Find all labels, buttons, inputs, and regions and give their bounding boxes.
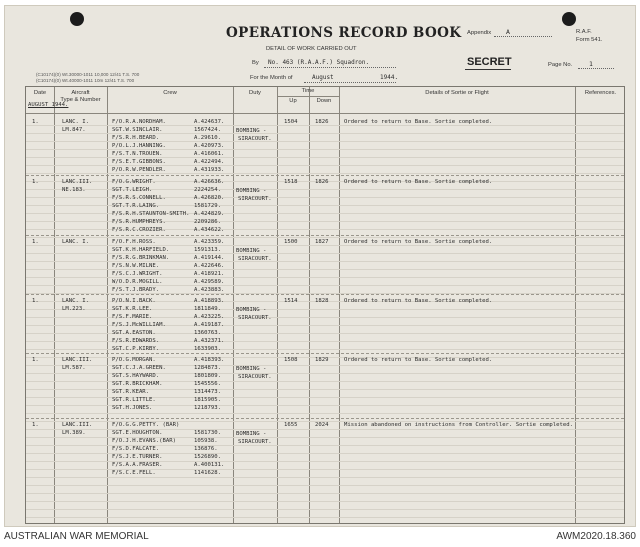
sortie-date: 1. <box>32 239 39 245</box>
duty-target: SIRACOURT. <box>238 136 272 142</box>
crew-member-name: SGT.R.KEAR. <box>112 389 150 395</box>
time-down: 2024 <box>315 422 329 428</box>
sortie-details: Ordered to return to Base. Sortie completed. <box>344 357 493 363</box>
duty-type: BOMBING - <box>236 366 267 372</box>
crew-member-name: SGT.W.SINCLAIR. <box>112 127 163 133</box>
sortie-details: Mission abandoned on instructions from Controller. Sortie completed. <box>344 422 574 428</box>
crew-member-name: P/O.R.W.PENDLER. <box>112 167 166 173</box>
col-details: Details of Sortie or Flight <box>425 90 489 96</box>
duty-target: SIRACOURT. <box>238 196 272 202</box>
duty-type: BOMBING - <box>236 128 267 134</box>
ruled-line <box>26 237 624 238</box>
sortie-date: 1. <box>32 298 39 304</box>
crew-member-name: F/O.G.G.PETTY. (BAR) <box>112 422 180 428</box>
crew-member-number: A.416061. <box>194 151 225 157</box>
aircraft-serial: NE.183. <box>62 187 86 193</box>
crew-member-name: SGT.T.R.LAING. <box>112 203 160 209</box>
crew-member-name: P/O.L.J.HANNING. <box>112 143 166 149</box>
duty-type: BOMBING - <box>236 307 267 313</box>
crew-member-number: A.426820. <box>194 195 225 201</box>
crew-member-name: F/S.E.T.GIBBONS. <box>112 159 166 165</box>
duty-type: BOMBING - <box>236 188 267 194</box>
crew-member-name: F/S.R.C.CROZIER. <box>112 227 166 233</box>
footer-accession: AWM2020.18.360 <box>556 531 636 542</box>
ruled-line <box>26 133 624 134</box>
ruled-line <box>26 149 624 150</box>
ruled-line <box>26 173 624 174</box>
duty-target: SIRACOURT. <box>238 439 272 445</box>
crew-member-number: A.29610. <box>194 135 221 141</box>
ruled-line <box>26 269 624 270</box>
aircraft-type: LANC. I. <box>62 298 89 304</box>
form-number: Form 541. <box>576 37 603 43</box>
ruled-line <box>26 277 624 278</box>
crew-member-number: 1591313. <box>194 247 221 253</box>
appendix-underline <box>494 36 552 37</box>
ruled-line <box>26 285 624 286</box>
crew-member-name: SGT.T.LEIGH. <box>112 187 153 193</box>
crew-member-number: A.429589. <box>194 279 225 285</box>
ruled-line <box>26 509 624 510</box>
crew-member-name: SGT.K.H.HARFIELD. <box>112 247 170 253</box>
aircraft-type: LANC.III. <box>62 422 93 428</box>
time-down: 1826 <box>315 179 329 185</box>
duty-type: BOMBING - <box>236 248 267 254</box>
appendix-value: A <box>506 28 510 36</box>
ruled-line <box>26 125 624 126</box>
crew-member-number: A.419187. <box>194 322 225 328</box>
aircraft-serial: LM.847. <box>62 127 86 133</box>
ruled-line <box>26 485 624 486</box>
time-up: 1500 <box>284 239 298 245</box>
sortie-date: 1. <box>32 422 39 428</box>
crew-member-number: A.424829. <box>194 211 225 217</box>
ruled-line <box>26 157 624 158</box>
printer-line-1: (C10174)(0) Wt.30000-1011 10,000 12/41 T.S. 700 <box>36 72 140 77</box>
time-up: 1655 <box>284 422 298 428</box>
month-entry: AUGUST 1944. <box>28 102 69 108</box>
sortie-separator <box>26 353 624 354</box>
page-underline <box>578 68 614 69</box>
crew-member-number: 2209286. <box>194 219 221 225</box>
crew-member-name: SGT.C.P.KIRBY. <box>112 346 160 352</box>
crew-member-number: A.426636. <box>194 179 225 185</box>
crew-member-number: A.420973. <box>194 143 225 149</box>
crew-member-name: SGT.C.J.A.GREEN. <box>112 365 166 371</box>
crew-member-name: F/O.R.A.NORDHAM. <box>112 119 166 125</box>
crew-member-number: 1218793. <box>194 405 221 411</box>
crew-member-number: 1581729. <box>194 203 221 209</box>
time-down: 1826 <box>315 119 329 125</box>
crew-member-name: SGT.A.EASTON. <box>112 330 156 336</box>
crew-member-number: A.423225. <box>194 314 225 320</box>
col-up: Up <box>289 98 297 104</box>
crew-member-number: A.434622. <box>194 227 225 233</box>
crew-member-number: 1815905. <box>194 397 221 403</box>
time-down: 1827 <box>315 239 329 245</box>
crew-member-number: 1811849. <box>194 306 221 312</box>
crew-member-name: F/S.R.G.BRINKMAN. <box>112 255 170 261</box>
crew-member-name: F/S.R.S.CONNELL. <box>112 195 166 201</box>
page-value: 1 <box>589 60 593 68</box>
crew-member-number: 136876. <box>194 446 218 452</box>
crew-member-number: A.431933. <box>194 167 225 173</box>
time-up: 1518 <box>284 179 298 185</box>
crew-member-name: P/O.G.MORGAN. <box>112 357 156 363</box>
crew-member-name: F/S.F.MARIE. <box>112 314 153 320</box>
crew-member-name: F/S.D.FALCATE. <box>112 446 160 452</box>
ruled-line <box>26 245 624 246</box>
crew-member-name: F/S.R.H.BEARD. <box>112 135 160 141</box>
sortie-date: 1. <box>32 357 39 363</box>
crew-member-number: A.422494. <box>194 159 225 165</box>
time-up: 1504 <box>284 119 298 125</box>
form-title: OPERATIONS RECORD BOOK <box>226 25 462 41</box>
col-down: Down <box>316 98 332 104</box>
sortie-details: Ordered to return to Base. Sortie completed. <box>344 119 493 125</box>
sortie-separator <box>26 175 624 176</box>
sortie-details: Ordered to return to Base. Sortie completed. <box>344 179 493 185</box>
sortie-details: Ordered to return to Base. Sortie completed. <box>344 298 493 304</box>
crew-member-name: F/S.T.J.BRADY. <box>112 287 160 293</box>
col-crew: Crew <box>163 90 177 96</box>
aircraft-serial: LM.223. <box>62 306 86 312</box>
crew-member-number: A.418893. <box>194 298 225 304</box>
sortie-separator <box>26 235 624 236</box>
duty-target: SIRACOURT. <box>238 315 272 321</box>
crew-member-name: F/O.J.H.EVANS.(BAR) <box>112 438 176 444</box>
printer-line-2: (C10174)(0) Wt.40000-1011 10m 12/41 T.S. 700 <box>36 78 135 83</box>
duty-target: SIRACOURT. <box>238 374 272 380</box>
col-aircraft: Aircraft Type & Number <box>60 90 101 103</box>
sortie-date: 1. <box>32 119 39 125</box>
crew-member-name: SGT.E.HOUGHTON. <box>112 430 163 436</box>
page-label: Page No. <box>548 62 573 68</box>
col-date: Date <box>33 90 47 96</box>
ruled-line <box>26 501 624 502</box>
ruled-line <box>26 493 624 494</box>
crew-member-number: A.424637. <box>194 119 225 125</box>
crew-member-name: F/S.C.J.WRIGHT. <box>112 271 163 277</box>
crew-member-name: SGT.R.LITTLE. <box>112 397 156 403</box>
month-value: August <box>312 74 334 81</box>
aircraft-type: LANC.III. <box>62 179 93 185</box>
ruled-line <box>26 253 624 254</box>
appendix-label: Appendix <box>467 30 492 36</box>
by-label: By <box>252 60 259 66</box>
time-down: 1829 <box>315 357 329 363</box>
crew-member-number: 1141628. <box>194 470 221 476</box>
crew-member-name: W/O.D.R.MOGILL. <box>112 279 163 285</box>
duty-target: SIRACOURT. <box>238 256 272 262</box>
secret-stamp: SECRET <box>467 56 512 68</box>
col-time: Time <box>301 88 315 94</box>
by-underline <box>264 67 396 68</box>
ruled-line <box>26 477 624 478</box>
crew-member-name: F/S.J.McWILLIAM. <box>112 322 166 328</box>
time-up: 1514 <box>284 298 298 304</box>
crew-member-name: F/O.F.H.ROSS. <box>112 239 156 245</box>
raf-label: R.A.F. <box>576 29 592 35</box>
col-references: References. <box>584 90 617 96</box>
aircraft-type: LANC. I. <box>62 239 89 245</box>
crew-member-number: A.419144. <box>194 255 225 261</box>
crew-member-number: 1567424. <box>194 127 221 133</box>
aircraft-type: LANC. I. <box>62 119 89 125</box>
ruled-line <box>26 261 624 262</box>
duty-type: BOMBING - <box>236 431 267 437</box>
crew-member-name: F/S.A.A.FRASER. <box>112 462 163 468</box>
crew-member-number: 105938. <box>194 438 218 444</box>
ruled-line <box>26 517 624 518</box>
aircraft-serial: LM.389. <box>62 430 86 436</box>
crew-member-name: F/S.J.E.TURNER. <box>112 454 163 460</box>
crew-member-number: 1545556. <box>194 381 221 387</box>
squadron-value: No. 463 (R.A.A.F.) Squadron. <box>268 59 370 66</box>
col-duty: Duty <box>249 90 261 96</box>
crew-member-number: A.400131. <box>194 462 225 468</box>
sortie-separator <box>26 294 624 295</box>
crew-member-name: SGT.S.HAYWARD. <box>112 373 160 379</box>
form-subtitle: DETAIL OF WORK CARRIED OUT <box>266 46 357 52</box>
crew-member-name: F/S.R.H.STAUNTON-SMITH. <box>112 211 190 217</box>
record-table <box>25 86 625 524</box>
crew-member-name: F/S.C.E.FELL. <box>112 470 156 476</box>
crew-member-name: SGT.K.R.LEE. <box>112 306 153 312</box>
crew-member-number: A.418393. <box>194 357 225 363</box>
crew-member-number: A.423883. <box>194 287 225 293</box>
crew-member-number: 1801809. <box>194 373 221 379</box>
secret-underline <box>465 69 511 70</box>
footer-credit: AUSTRALIAN WAR MEMORIAL <box>4 531 149 542</box>
crew-member-name: P/O.N.I.BACK. <box>112 298 156 304</box>
crew-member-number: A.432371. <box>194 338 225 344</box>
sortie-details: Ordered to return to Base. Sortie completed. <box>344 239 493 245</box>
year-value: 1944. <box>380 74 399 81</box>
time-down: 1828 <box>315 298 329 304</box>
crew-member-number: 1526890. <box>194 454 221 460</box>
crew-member-number: 2224254. <box>194 187 221 193</box>
punch-hole-right <box>562 12 576 26</box>
month-label: For the Month of <box>250 75 293 81</box>
aircraft-type: LANC.III. <box>62 357 93 363</box>
ruled-line <box>26 413 624 414</box>
crew-member-name: F/S.T.N.TROUEN. <box>112 151 163 157</box>
crew-member-name: SGT.R.BRICKHAM. <box>112 381 163 387</box>
crew-member-number: 1581730. <box>194 430 221 436</box>
sortie-separator <box>26 418 624 419</box>
crew-member-name: F/S.R.EDWARDS. <box>112 338 160 344</box>
crew-member-name: F/O.G.WRIGHT. <box>112 179 156 185</box>
crew-member-number: 1633903. <box>194 346 221 352</box>
aircraft-serial: LM.587. <box>62 365 86 371</box>
crew-member-number: 1360763. <box>194 330 221 336</box>
ruled-line <box>26 165 624 166</box>
crew-member-name: F/S.R.HUMPHREYS. <box>112 219 166 225</box>
crew-member-number: A.423359. <box>194 239 225 245</box>
crew-member-name: F/S.N.W.MILNE. <box>112 263 160 269</box>
punch-hole-left <box>70 12 84 26</box>
month-underline <box>304 82 396 83</box>
crew-member-number: 1314473. <box>194 389 221 395</box>
ruled-line <box>26 141 624 142</box>
time-up: 1508 <box>284 357 298 363</box>
sortie-date: 1. <box>32 179 39 185</box>
crew-member-name: SGT.H.JONES. <box>112 405 153 411</box>
crew-member-number: A.422646. <box>194 263 225 269</box>
crew-member-number: A.418921. <box>194 271 225 277</box>
crew-member-number: 1284873. <box>194 365 221 371</box>
